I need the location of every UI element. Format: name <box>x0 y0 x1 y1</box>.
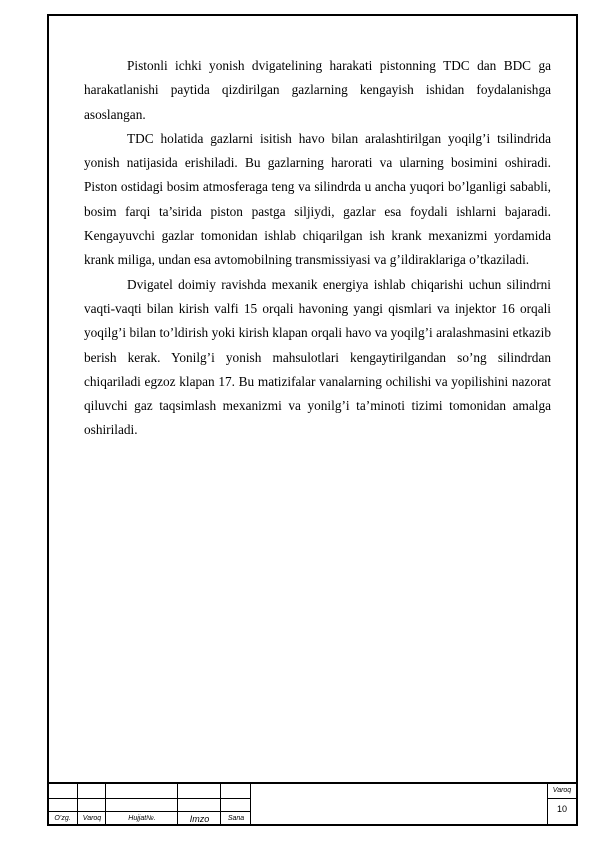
paragraph-1: Pistonli ichki yonish dvigatelining harakati pistonning TDC dan BDC ga harakatlanishi paytida qizdirilgan gazlarning kengayish ishidan foydalanishga asoslangan. <box>84 58 551 122</box>
stamp-list-label: Varoq <box>82 815 102 822</box>
paragraph-2: TDC holatida gazlarni isitish havo bilan aralashtirilgan yoqilg’i tsilindrida yonish natijasida erishiladi. Bu gazlarning harorati va ularning bosimini oshiradi. Piston ostidagi bosim atmosferaga teng va silindrda u ancha yuqori bo’lganligi sababli, bosim farqi ta’sirida piston pastga siljiydi, gazlar esa foydali ishlarni bajaradi. Kengayuvchi gazlar tomonidan ishlab chiqarilgan ish krank mexanizmi yordamida krank miliga, undan esa avtomobilning transmissiyasi va g’ildiraklariga o’tkaziladi. <box>84 130 551 268</box>
stamp-sheet-label: Varoq <box>552 787 572 794</box>
stamp-doc-label: Hujjat№. <box>128 815 156 822</box>
stamp-sign-label: Imzo <box>189 814 210 824</box>
stamp-row-line-2 <box>47 811 251 812</box>
stamp-sheet-line <box>548 798 576 799</box>
paragraph-3: Dvigatel doimiy ravishda mexanik energiya ishlab chiqarishi uchun silindrni vaqti-vaqti bilan kirish valfi 15 orqali havoning yangi qismlari va injektor 16 orqali yoqilg’i bilan to’ldirish yoki kirish klapan orqali havo va yoqilg’i aralashmasini etkazib berish kerak. Yonilg’i yonish mahsulotlari kengaytirilgandan so’ng silindrdan chiqariladi egzoz klapan 17. Bu matizifalar vanalarning ochilishi va yopilishini nazorat qiluvchi gaz taqsimlash mexanizmi va yonilg’i ta’minoti tizimi tomonidan amalga oshiriladi. <box>84 276 551 438</box>
stamp-sheet-number: 10 <box>556 804 567 814</box>
stamp-date-label: Sana <box>227 815 245 822</box>
stamp-row-line-1 <box>47 798 251 799</box>
stamp-izm-label: O’zg. <box>54 815 71 822</box>
document-body <box>84 54 551 443</box>
title-block <box>47 782 578 826</box>
